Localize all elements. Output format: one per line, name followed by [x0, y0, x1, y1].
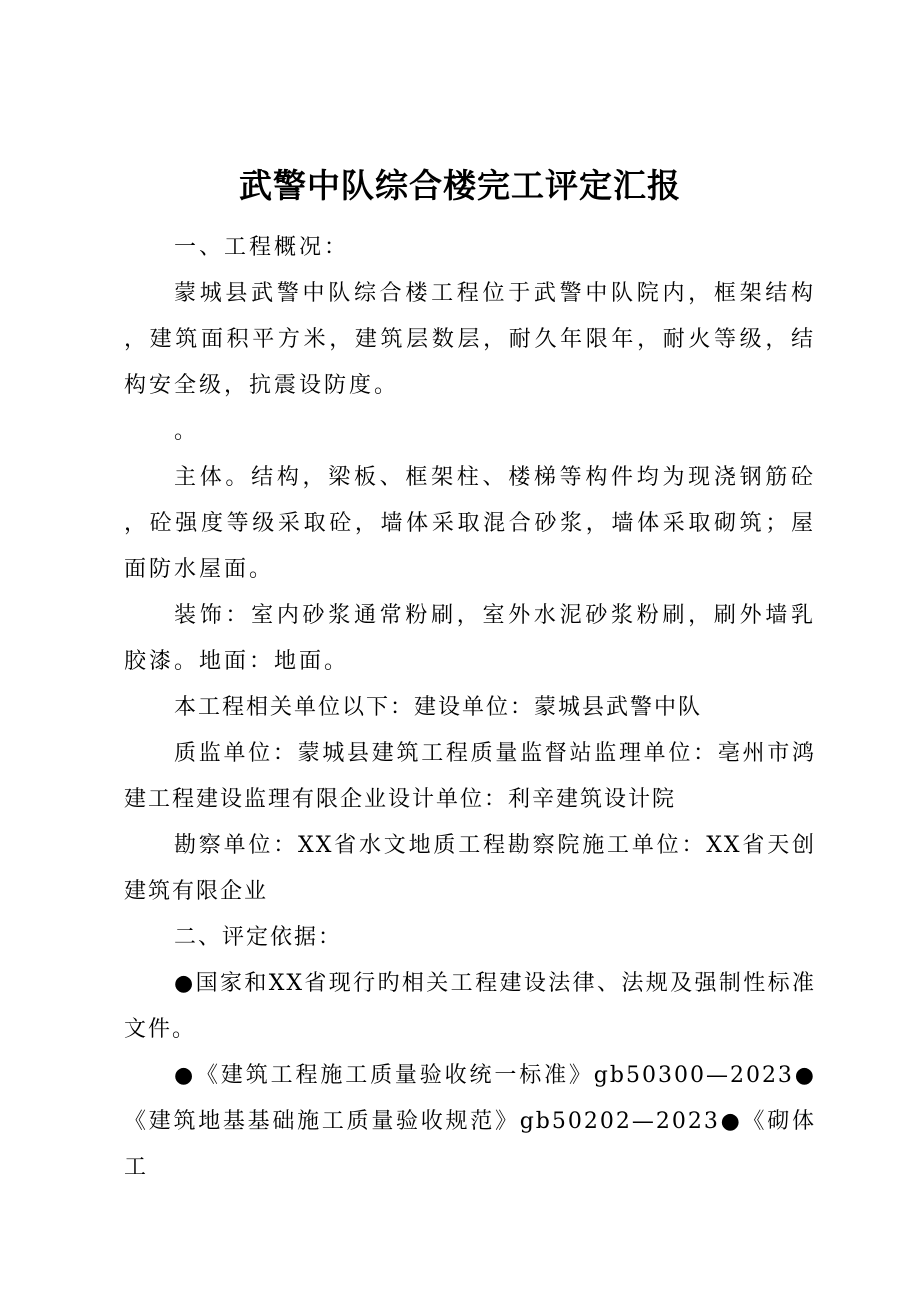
paragraph-period: 。: [174, 419, 200, 444]
paragraph-survey-units: 勘察单位：XX省水文地质工程勘察院施工单位：XX省天创建筑有限企业: [124, 833, 816, 904]
paragraph-basis-laws: ●国家和XX省现行旳相关工程建设法律、法规及强制性标准文件。: [124, 971, 816, 1042]
paragraph-basis-standards: ●《建筑工程施工质量验收统一标准》gb50300—2023●《建筑地基基础施工质量验收规范》gb50202—2023●《砌体工: [124, 1063, 816, 1180]
paragraph-supervision-units: 质监单位：蒙城县建筑工程质量监督站监理单位：亳州市鸿建工程建设监理有限企业设计单位：利辛建筑设计院: [124, 741, 816, 812]
document-title: 武警中队综合楼完工评定汇报: [239, 166, 681, 205]
paragraph-related-units: 本工程相关单位以下：建设单位：蒙城县武警中队: [174, 695, 703, 720]
section-heading-overview: 一、工程概况：: [174, 235, 350, 260]
paragraph-main-structure: 主体。结构，梁板、框架柱、楼梯等构件均为现浇钢筋砼，砼强度等级采取砼，墙体采取混合砂浆，墙体采取砌筑；屋面防水屋面。: [124, 465, 816, 582]
paragraph-decoration: 装饰：室内砂浆通常粉刷，室外水泥砂浆粉刷，刷外墙乳胶漆。地面：地面。: [124, 603, 816, 674]
paragraph-project-overview: 蒙城县武警中队综合楼工程位于武警中队院内，框架结构，建筑面积平方米，建筑层数层，耐久年限年，耐火等级，结构安全级，抗震设防度。: [124, 281, 816, 398]
section-heading-basis: 二、评定依据：: [174, 925, 343, 950]
document-body: [124, 225, 816, 1191]
